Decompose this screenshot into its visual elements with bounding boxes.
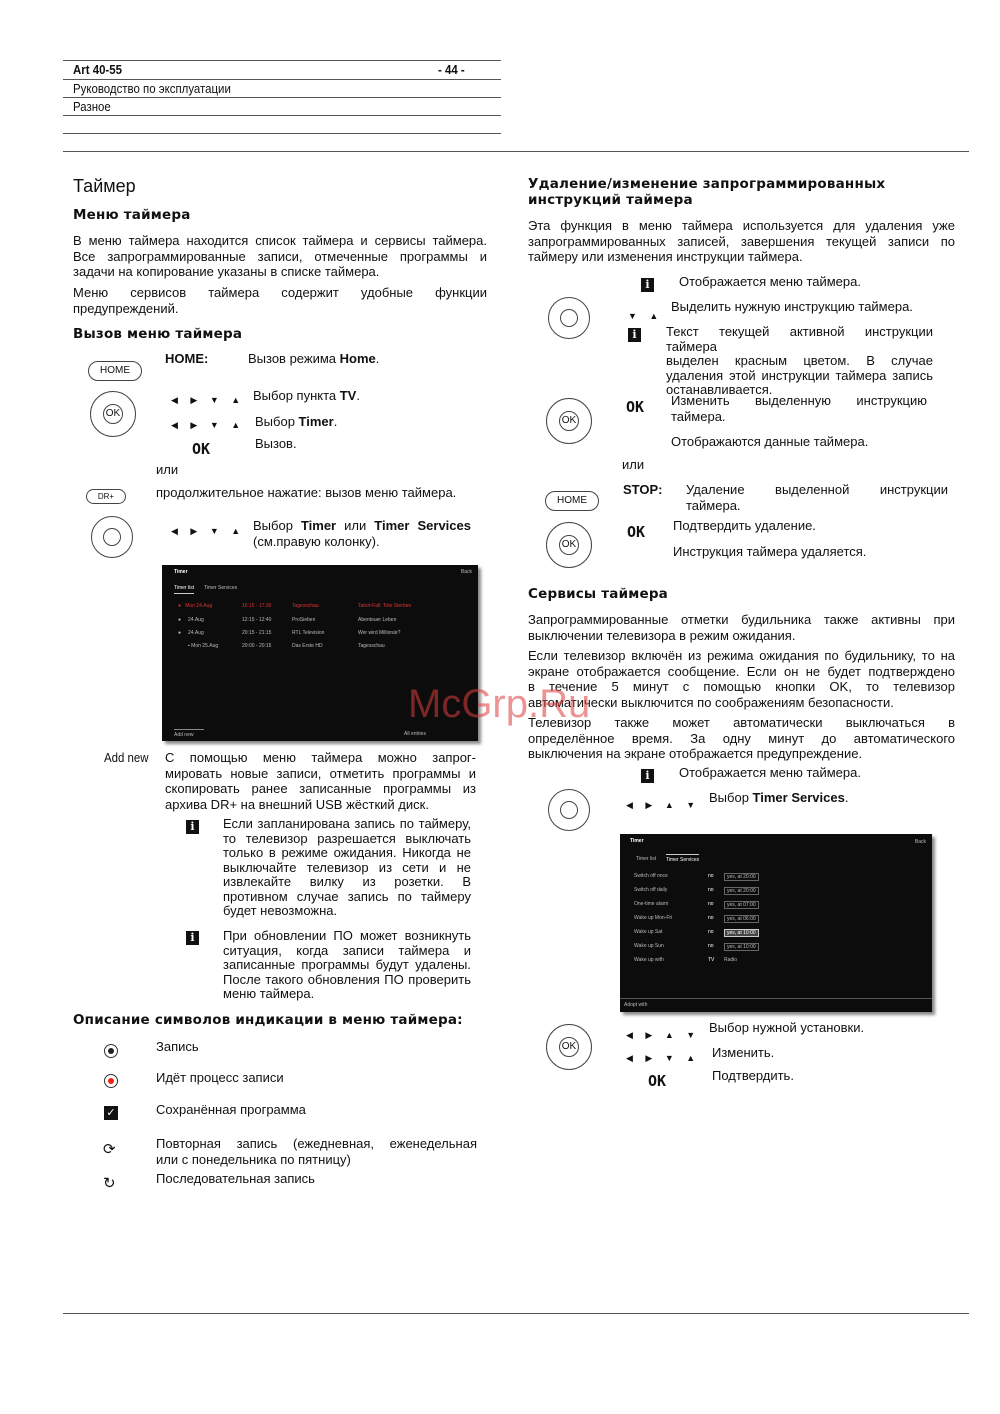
section-title: Разное <box>73 99 111 114</box>
menu-heading: Меню таймера <box>73 207 191 223</box>
symbols-heading: Описание символов индикации в меню таймера: <box>73 1012 463 1028</box>
info-icon: i <box>186 820 199 834</box>
tab-timer-services: Timer Services <box>666 854 699 863</box>
top-divider <box>63 151 969 152</box>
menu-paragraph-1: В меню таймера находится список таймера и сервисы таймера. Все запрограммированные записи, отмеченные программы и задачи на копирование указаны в списке таймера. <box>73 233 487 279</box>
record-icon <box>104 1044 118 1058</box>
services-paragraph-3: Телевизор также может автоматически выключаться в определённое время. За одну минут до автоматического выключения на экране отображается предупреждение. <box>528 715 955 761</box>
delete-paragraph: Эта функция в меню таймера используется для удаления уже запрограммированных записей, завершения текущей записи по таймеру или изменения инструкции таймера. <box>528 218 955 264</box>
list-item: Wake up with TV Radio <box>634 957 738 963</box>
arrow-keys-icon: ◀ ▶ ▲ ▼ <box>626 800 701 810</box>
delete-heading: Удаление/изменение запрограммированных инструкций таймера <box>528 176 886 208</box>
screen-title: Timer <box>630 838 644 844</box>
arrow-up-down-icon: ▼ ▲ <box>628 311 664 321</box>
symbol-saved: Сохранённая программа <box>156 1102 306 1117</box>
list-item: One-time alarm no yes, at 07:00 <box>634 901 668 907</box>
stop-key-label: STOP: <box>623 482 663 497</box>
screen-back: Back <box>914 839 926 845</box>
change-instruction-text: Изменить выделенную инструкцию таймера. <box>671 393 927 424</box>
tab-timer-list: Timer list <box>636 856 657 862</box>
home-key-label: HOME: <box>165 351 209 366</box>
navigation-pad[interactable] <box>546 522 592 568</box>
bottom-divider <box>63 1313 969 1314</box>
ok-center-icon: OK <box>559 1037 579 1057</box>
tab-timer-services: Timer Services <box>204 585 238 591</box>
list-item: Switch off daily no yes, at 20:00 <box>634 887 667 893</box>
select-setting-text: Выбор нужной установки. <box>709 1020 865 1035</box>
shown-menu-text-2: Отображается меню таймера. <box>679 765 861 780</box>
ok-key-icon: OK <box>626 398 645 416</box>
model-name: Art 40-55 <box>73 62 122 77</box>
arrow-keys-icon: ◀ ▶ ▲ ▼ <box>626 1030 701 1040</box>
navigation-pad[interactable] <box>548 789 590 831</box>
add-new-description: С помощью меню таймера можно запрог- мировать новые записи, отметить программы и скопировать ранее записанные программы из архива DR+ на внешний USB жёсткий диск. <box>165 750 476 812</box>
call-heading: Вызов меню таймера <box>73 326 243 342</box>
list-item: Wake up Sat no yes, at 10:00 <box>634 929 662 935</box>
confirm-text: Подтвердить. <box>712 1068 794 1083</box>
ok-key-icon: OK <box>627 523 646 541</box>
ok-center-icon: OK <box>559 411 579 431</box>
or-text: или <box>156 462 179 477</box>
confirm-delete-text: Подтвердить удаление. <box>673 518 816 533</box>
symbol-repeat: Повторная запись (ежедневная, еженедельная или с понедельника по пятницу) <box>156 1136 477 1167</box>
select-tv: Выбор пункта TV. <box>253 388 360 403</box>
navigation-pad[interactable] <box>548 297 590 339</box>
table-row: ● Mon 24.Aug 16:15 - 17:30 Tagesschau Tatort-Fall: Tote Sterben <box>178 603 412 609</box>
screen-add-new: Add new <box>174 729 204 738</box>
select-services: Выбор Timer или Timer Services (см.правую колонку). <box>253 518 471 549</box>
dr-button[interactable]: DR+ <box>86 489 126 504</box>
services-paragraph-1: Запрограммированные отметки будильника также активны при выключении телевизора в режим ожидания. <box>528 612 955 643</box>
ok-key-icon: OK <box>192 440 211 458</box>
table-row: ● 24.Aug 12:15 - 12:40 ProSieben Abenteuer Leben <box>178 617 397 623</box>
saved-program-icon: ✓ <box>104 1106 118 1120</box>
navigation-pad[interactable] <box>546 398 592 444</box>
symbol-recording: Идёт процесс записи <box>156 1070 284 1085</box>
symbol-series: Последовательная запись <box>156 1171 315 1186</box>
page-title: Таймер <box>73 176 136 196</box>
ok-key-icon: OK <box>648 1072 667 1090</box>
table-row: ● 24.Aug 20:15 - 21:15 RTL Television Wer wird Millionär? <box>178 630 401 636</box>
home-desc: Вызов режима Home. <box>248 351 380 366</box>
change-text: Изменить. <box>712 1045 775 1060</box>
note-standby: Если запланирована запись по таймеру, то телевизор разрешается выключать только в режиме ожидания. Никогда не выключайте телевизор из сети и не извлекайте вилку из розетки. В противном случае запись по таймеру будет невозможна. <box>223 816 471 918</box>
home-button[interactable]: HOME <box>88 361 142 381</box>
screen-all-entries: All entries <box>404 731 426 737</box>
arrow-keys-icon: ◀ ▶ ▼ ▲ <box>171 526 246 536</box>
ok-center-icon: OK <box>103 404 123 424</box>
shown-data-text: Отображаются данные таймера. <box>671 434 869 449</box>
symbol-record: Запись <box>156 1039 199 1054</box>
menu-paragraph-2: Меню сервисов таймера содержит удобные функции предупреждений. <box>73 285 487 316</box>
select-timer: Выбор Timer. <box>255 414 338 429</box>
navigation-pad[interactable] <box>90 391 136 437</box>
active-instruction-note: Текст текущей активной инструкции таймера выделен красным цветом. В случае удаления этой инструкции таймера запись останавливается. <box>666 324 933 397</box>
timer-services-screenshot <box>620 834 932 1012</box>
info-icon: i <box>641 769 654 783</box>
screen-title: Timer <box>174 569 188 575</box>
select-timer-services: Выбор Timer Services. <box>709 790 849 805</box>
call-text: Вызов. <box>255 436 297 451</box>
info-icon: i <box>641 278 654 292</box>
screen-adopt: Adopt with <box>624 1002 648 1008</box>
navigation-pad[interactable] <box>91 516 133 558</box>
ok-center-icon: OK <box>559 535 579 555</box>
table-row: ▪ Mon 25.Aug 20:00 - 20:15 Das Erste HD Tagesschau <box>188 643 385 649</box>
note-update: При обновлении ПО может возникнуть ситуация, когда записи таймера и записанные программы будут удалены. После такого обновления ПО проверить меню таймера. <box>223 928 471 1001</box>
shown-menu-text: Отображается меню таймера. <box>679 274 861 289</box>
screen-back: Back <box>460 569 472 575</box>
select-instruction-text: Выделить нужную инструкцию таймера. <box>671 299 913 314</box>
page-number: - 44 - <box>438 62 465 77</box>
instruction-deleted-text: Инструкция таймера удаляется. <box>673 544 867 559</box>
info-icon: i <box>186 931 199 945</box>
navigation-pad[interactable] <box>546 1024 592 1070</box>
manual-title: Руководство по эксплуатации <box>73 81 231 96</box>
recording-icon <box>104 1074 118 1088</box>
repeat-record-icon: ⟳ <box>103 1141 116 1158</box>
home-button[interactable]: HOME <box>545 491 599 511</box>
add-new-label: Add new <box>104 750 149 765</box>
info-icon: i <box>628 328 641 342</box>
or-text: или <box>622 457 645 472</box>
stop-desc: Удаление выделенной инструкции таймера. <box>686 482 948 513</box>
arrow-keys-icon: ◀ ▶ ▼ ▲ <box>171 420 246 430</box>
series-record-icon: ↻ <box>103 1175 116 1192</box>
arrow-keys-icon: ◀ ▶ ▼ ▲ <box>171 395 246 405</box>
tab-timer-list: Timer list <box>174 585 194 594</box>
services-heading: Сервисы таймера <box>528 586 668 602</box>
services-paragraph-2: Если телевизор включён из режима ожидания по будильнику, то на экране отображается сообщение. Если он не будет подтверждено в течение 5 минут с помощью кнопки OK, то телевизор автоматически выключится по соображениям безопасности. <box>528 648 955 710</box>
list-item: Wake up Mon-Fri no yes, at 06:00 <box>634 915 672 921</box>
list-item: Wake up Sun no yes, at 10:00 <box>634 943 664 949</box>
list-item: Switch off once no yes, at 20:00 <box>634 873 668 879</box>
long-press-text: продолжительное нажатие: вызов меню таймера. <box>156 485 457 500</box>
watermark: McGrp.Ru <box>408 682 591 726</box>
arrow-keys-icon: ◀ ▶ ▼ ▲ <box>626 1053 701 1063</box>
